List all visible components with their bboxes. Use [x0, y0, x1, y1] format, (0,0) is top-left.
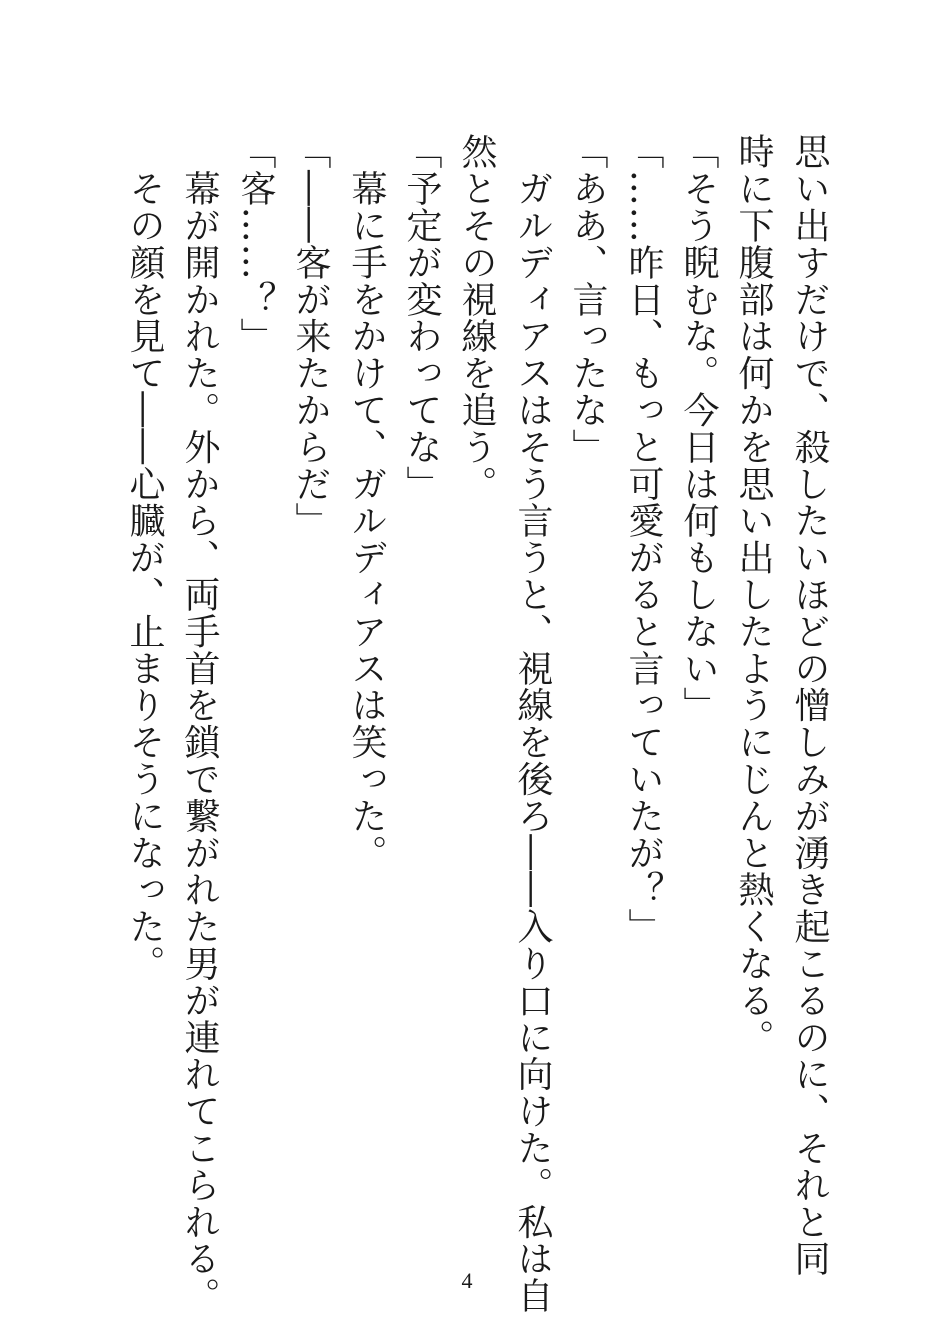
vertical-text-body [0, 133, 934, 1314]
text-line-3: 「そう睨むな。今日は何もしない」 [678, 133, 719, 724]
text-line-4: 「……昨日、もっと可愛がると言っていたが？」 [623, 133, 664, 945]
text-line-1: 思い出すだけで、殺したいほどの憎しみが湧き起こるのに、それと同 [789, 133, 830, 1277]
text-line-9: 幕に手をかけて、ガルディアスは笑った。 [346, 133, 387, 871]
text-line-5: 「ああ、言ったな」 [567, 133, 608, 466]
text-line-10: 「――客が来たからだ」 [290, 133, 331, 539]
text-line-11: 「客……？」 [235, 133, 276, 355]
text-line-12: 幕が開かれた。外から、両手首を鎖で繋がれた男が連れてこられる。 [179, 133, 220, 1314]
text-line-6: ガルディアスはそう言うと、視線を後ろ――入り口に向けた。私は自 [512, 133, 553, 1314]
text-line-8: 「予定が変わってな」 [401, 133, 442, 502]
page-number: 4 [461, 1268, 473, 1293]
text-line-13: その顔を見て――心臓が、止まりそうになった。 [124, 133, 165, 982]
text-line-2: 時に下腹部は何かを思い出したようにじんと熱くなる。 [733, 133, 774, 1056]
text-line-7: 然とその視線を追う。 [456, 133, 497, 502]
